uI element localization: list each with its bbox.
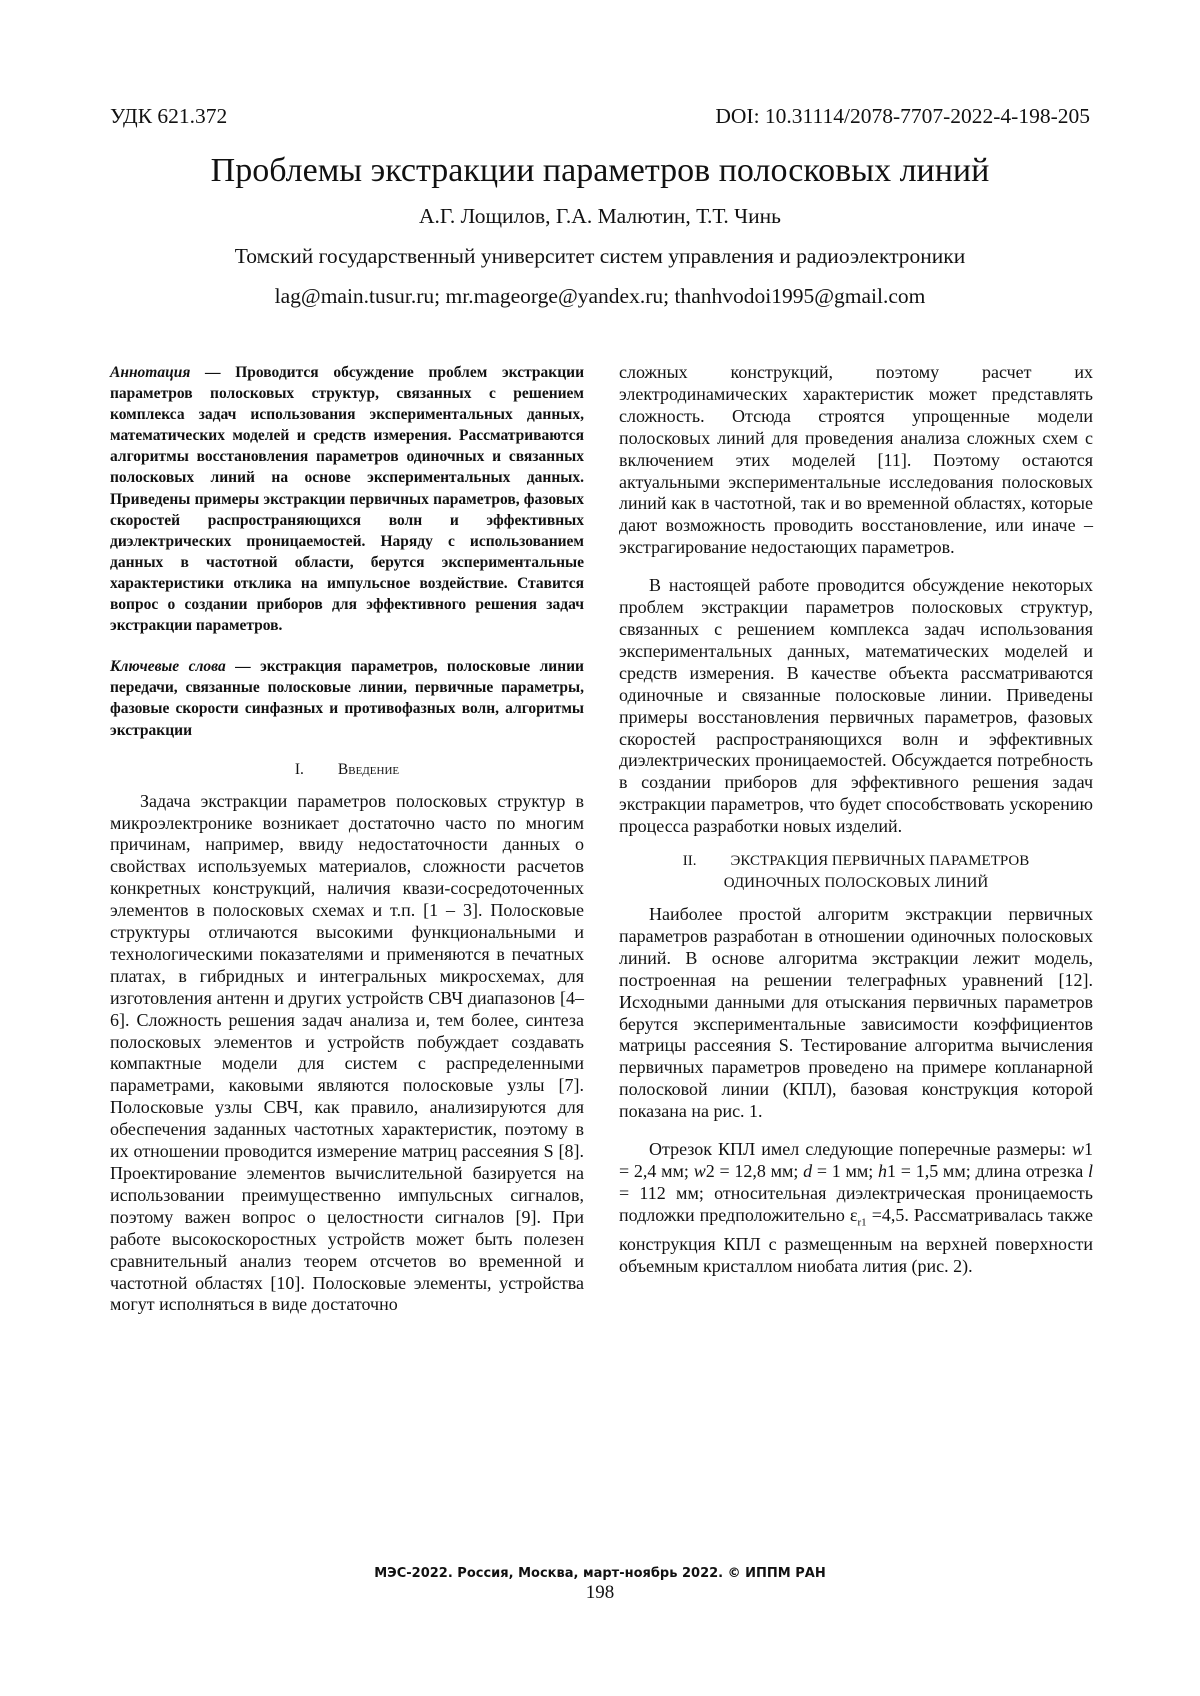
doi: DOI: 10.31114/2078-7707-2022-4-198-205: [715, 104, 1090, 128]
epsilon-subscript: r1: [857, 1216, 867, 1229]
section-number: II.: [682, 853, 697, 870]
right-column: [619, 362, 1093, 1278]
text-run: Отрезок КПЛ имел следующие поперечные размеры:: [649, 1139, 1072, 1160]
text-run: 1 = 2,4 мм;: [619, 1139, 1093, 1181]
emails: lag@main.tusur.ru; mr.mageorge@yandex.ru; thanhvodoi1995@gmail.com: [274, 284, 926, 308]
authors: А.Г. Лощилов, Г.А. Малютин, Т.Т. Чинь: [419, 204, 781, 228]
keywords: [110, 656, 584, 740]
text-run: 2 = 12,8 мм;: [705, 1161, 804, 1181]
conference-footer: МЭС-2022. Россия, Москва, март-ноябрь 2022. © ИППМ РАН: [374, 1566, 826, 1581]
var-h: h: [878, 1161, 888, 1181]
udk-code: УДК 621.372: [110, 104, 228, 128]
section-heading-2: [619, 850, 1093, 894]
abstract-text: — Проводится обсуждение проблем экстракции параметров полосковых структур, связанных с решением комплекса задач использования экспериментальных данных, математических моделей и средств измерения. Рассматриваются алгоритмы восстановления параметров одиночных и связанных полосковых линий на основе экспериментальных данных. Приведены примеры экстракции первичных параметров, фазовых скоростей распространяющихся волн и эффективных диэлектрических проницаемостей. Наряду с использованием данных в частотной области, берутся экспериментальные характеристики отклика на импульсное воздействие. Ставится вопрос о создании приборов для эффективного решения задач экстракции параметров.: [110, 364, 584, 635]
var-w: w: [693, 1161, 706, 1181]
var-w: w: [1071, 1139, 1084, 1160]
var-d: d: [803, 1161, 813, 1181]
text-run: 1 = 1,5 мм; длина отрезка: [887, 1161, 1088, 1181]
section-title-line2: ОДИНОЧНЫХ ПОЛОСКОВЫХ ЛИНИЙ: [723, 875, 989, 892]
left-column: [110, 362, 584, 1316]
text-run: = 1 мм;: [812, 1161, 879, 1181]
paper-title: Проблемы экстракции параметров полосковых линий: [210, 152, 990, 189]
keywords-text: — экстракция параметров, полосковые линии передачи, связанные полосковые линии, первичные параметры, фазовые скорости синфазных и противофазных волн, алгоритмы экстракции: [110, 658, 584, 739]
dimensions-paragraph: [619, 1139, 1093, 1278]
text-run: = 112 мм; относительная диэлектрическая проницаемость подложки предположительно: [619, 1182, 1093, 1225]
section-title: Введение: [337, 760, 400, 778]
section-title-line1: ЭКСТРАКЦИЯ ПЕРВИЧНЫХ ПАРАМЕТРОВ: [730, 853, 1030, 870]
page-number: 198: [585, 1582, 615, 1603]
section-heading-1: [110, 759, 584, 781]
abstract-label: Аннотация: [110, 364, 191, 381]
keywords-label: Ключевые слова: [110, 658, 226, 676]
text-run: =4,5. Рассматривалась также конструкция КПЛ с размещенным на верхней поверхности объемным кристаллом ниобата лития (рис. 2).: [619, 1204, 1093, 1277]
intro-paragraph: Задача экстракции параметров полосковых структур в микроэлектронике возникает достаточно часто по многим причинам, например, ввиду недостаточности данных о свойствах используемых материалов, сложности расчетов конкретных конструкций, наличия квази-сосредоточенных элементов в полосковых схемах и т.п. [1 – 3]. Полосковые структуры отличаются высокими функциональными и технологическими показателями и применяются в печатных платах, в гибридных и интегральных микросхемах, для изготовления антенн и других устройств СВЧ диапазонов [4–6]. Сложность решения задач анализа и, тем более, синтеза полосковых элементов и устройств побуждает создавать компактные модели для систем с распределенными параметрами, каковыми являются полосковые узлы [7]. Полосковые узлы СВЧ, как правило, анализируются для обеспечения заданных частотных характеристик, поэтому в их отношении проводится измерение матриц рассеяния S [8]. Проектирование элементов вычислительной базируется на использовании преимущественно импульсных сигналов, поэтому важен вопрос о целостности сигналов [9]. При работе высокоскоростных устройств может быть полезен сравнительный анализ теорем отсчетов во временной и частотной областях [10]. Полосковые элементы, устройства могут исполняться в виде достаточно: [110, 790, 584, 1315]
var-epsilon: ε: [849, 1204, 858, 1225]
algorithm-paragraph: Наиболее простой алгоритм экстракции первичных параметров разработан в отношении одиночных полосковых линий. В основе алгоритма экстракции лежит модель, построенная на решении телеграфных уравнений [12]. Исходными данными для отыскания первичных параметров берутся экспериментальные зависимости коэффициентов матрицы рассеяния S. Тестирование алгоритма вычисления первичных параметров проведено на примере копланарной полосковой линии (КПЛ), базовая конструкция которой показана на рис. 1.: [619, 904, 1093, 1122]
scope-paragraph: В настоящей работе проводится обсуждение некоторых проблем экстракции параметров полосковых структур, связанных с решением комплекса задач использования экспериментальных данных, математических моделей и средств измерения. В качестве объекта рассматриваются одиночные и связанные полосковые линии. Приведены примеры восстановления первичных параметров, фазовых скоростей распространяющихся волн и эффективных диэлектрических проницаемостей. Обсуждается потребность в создании приборов для эффективного решения задач экстракции параметров, что будет способствовать ускорению процесса разработки новых изделий.: [619, 575, 1093, 837]
intro-paragraph-continued: сложных конструкций, поэтому расчет их электродинамических характеристик может представлять сложность. Отсюда строятся упрощенные модели полосковых линий для проведения анализа сложных схем с включением этих моделей [11]. Поэтому остаются актуальными экспериментальные исследования полосковых линий как в частотной, так и во временной областях, которые дают возможность проводить восстановление, или иначе – экстрагирование недостающих параметров.: [619, 362, 1093, 558]
var-l: l: [1087, 1161, 1093, 1181]
affiliation: Томский государственный университет систем управления и радиоэлектроники: [234, 244, 966, 268]
abstract: [110, 362, 584, 636]
section-number: I.: [294, 760, 304, 778]
